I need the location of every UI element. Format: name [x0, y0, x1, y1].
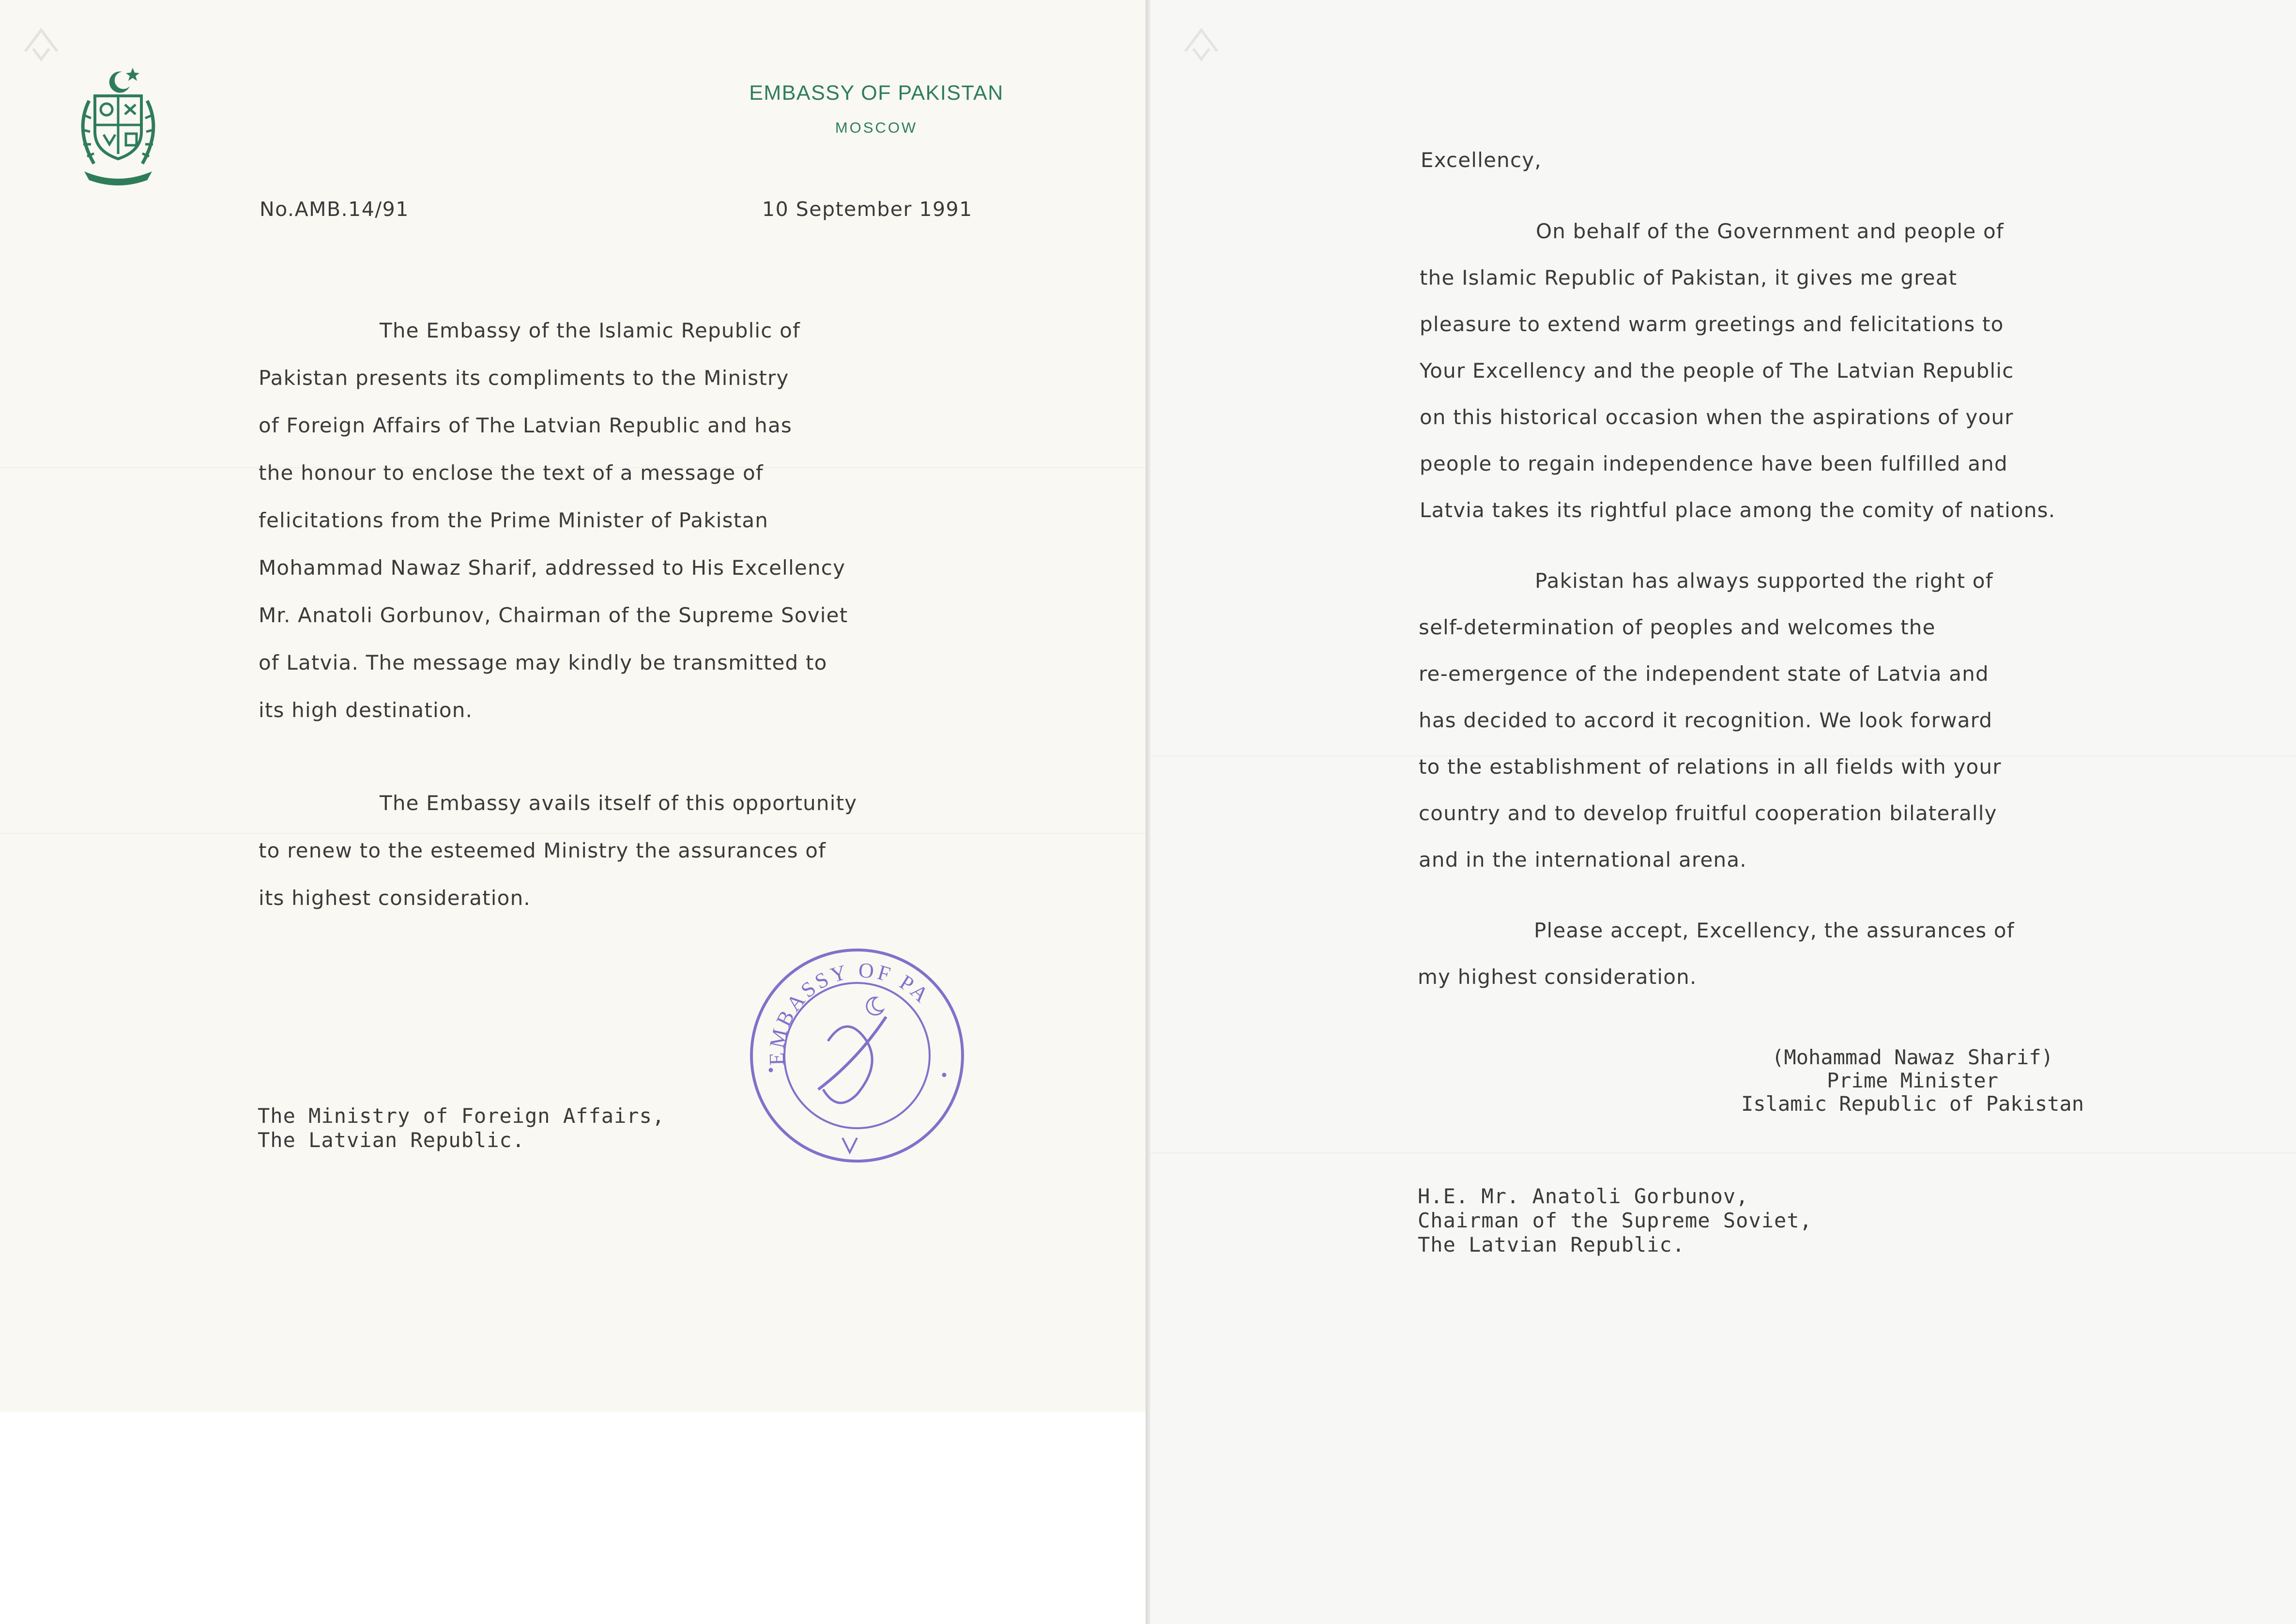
signatory-title: Prime Minister: [1826, 1069, 1998, 1092]
message-paragraph-2: [1419, 558, 2126, 883]
text-line: pleasure to extend warm greetings and felicitations to: [1420, 312, 2004, 336]
embassy-stamp: [746, 944, 968, 1167]
letterhead-title: EMBASSY OF PAKISTAN: [749, 81, 1004, 105]
recipient-address: [258, 1104, 665, 1152]
emboss-mark-icon: [15, 19, 68, 73]
text-line: country and to develop fruitful cooperation bilaterally: [1419, 801, 1997, 825]
text-line: of Foreign Affairs of The Latvian Republic and has: [259, 414, 792, 437]
text-line: to the establishment of relations in all fields with your: [1419, 755, 2002, 779]
signatory-name: (Mohammad Nawaz Sharif): [1772, 1045, 2053, 1069]
address-line: The Latvian Republic.: [258, 1128, 525, 1152]
text-line: felicitations from the Prime Minister of Pakistan: [259, 508, 769, 532]
address-line: Chairman of the Supreme Soviet,: [1418, 1209, 1812, 1232]
text-line: to renew to the esteemed Ministry the assurances of: [259, 839, 827, 862]
text-line: Mr. Anatoli Gorbunov, Chairman of the Supreme Soviet: [259, 603, 848, 627]
text-line: The Embassy avails itself of this opportunity: [380, 791, 857, 815]
text-line: Mohammad Nawaz Sharif, addressed to His Excellency: [259, 556, 846, 580]
signature-block: [1724, 1046, 2101, 1116]
text-line: Latvia takes its rightful place among the comity of nations.: [1420, 498, 2056, 522]
address-line: The Latvian Republic.: [1418, 1233, 1685, 1256]
message-paragraph-1: [1420, 208, 2127, 534]
prime-minister-message-page: [1150, 0, 2296, 1624]
embassy-note-page: [0, 0, 1146, 1412]
signatory-country: Islamic Republic of Pakistan: [1741, 1092, 2084, 1116]
text-line: the honour to enclose the text of a message of: [259, 461, 764, 485]
text-line: the Islamic Republic of Pakistan, it gives me great: [1420, 266, 1958, 290]
text-line: has decided to accord it recognition. We look forward: [1419, 708, 1993, 732]
text-line: its high destination.: [259, 698, 473, 722]
text-line: re-emergence of the independent state of Latvia and: [1419, 662, 1989, 686]
address-line: H.E. Mr. Anatoli Gorbunov,: [1418, 1184, 1749, 1208]
text-line: Please accept, Excellency, the assurances of: [1534, 919, 2015, 942]
text-line: my highest consideration.: [1418, 965, 1697, 989]
stamp-text: EMBASSY OF PA: [765, 958, 935, 1066]
paper-fold: [1150, 1152, 2296, 1153]
text-line: Your Excellency and the people of The Latvian Republic: [1420, 359, 2014, 383]
addressee-address: [1418, 1184, 1812, 1257]
letter-date: 10 September 1991: [762, 198, 973, 221]
address-line: The Ministry of Foreign Affairs,: [258, 1104, 665, 1128]
emboss-mark-icon: [1175, 19, 1228, 73]
text-line: Pakistan presents its compliments to the Ministry: [259, 366, 789, 390]
state-emblem-icon: [65, 57, 171, 189]
text-line: self-determination of peoples and welcomes the: [1419, 615, 1936, 639]
salutation: Excellency,: [1421, 148, 1542, 172]
letterhead-city: MOSCOW: [835, 119, 918, 136]
text-line: and in the international arena.: [1419, 848, 1747, 872]
text-line: its highest consideration.: [259, 886, 531, 910]
note-paragraph-1: [259, 307, 936, 734]
text-line: On behalf of the Government and people of: [1536, 219, 2004, 243]
text-line: people to regain independence have been fulfilled and: [1420, 452, 2008, 475]
text-line: Pakistan has always supported the right of: [1535, 569, 1993, 593]
text-line: The Embassy of the Islamic Republic of: [380, 319, 801, 342]
text-line: of Latvia. The message may kindly be transmitted to: [259, 651, 827, 674]
note-paragraph-2: [259, 780, 936, 922]
reference-number: No.AMB.14/91: [260, 198, 409, 221]
message-paragraph-3: [1418, 907, 2125, 1000]
page-gutter: [1146, 0, 1150, 1624]
text-line: on this historical occasion when the aspirations of your: [1420, 405, 2014, 429]
